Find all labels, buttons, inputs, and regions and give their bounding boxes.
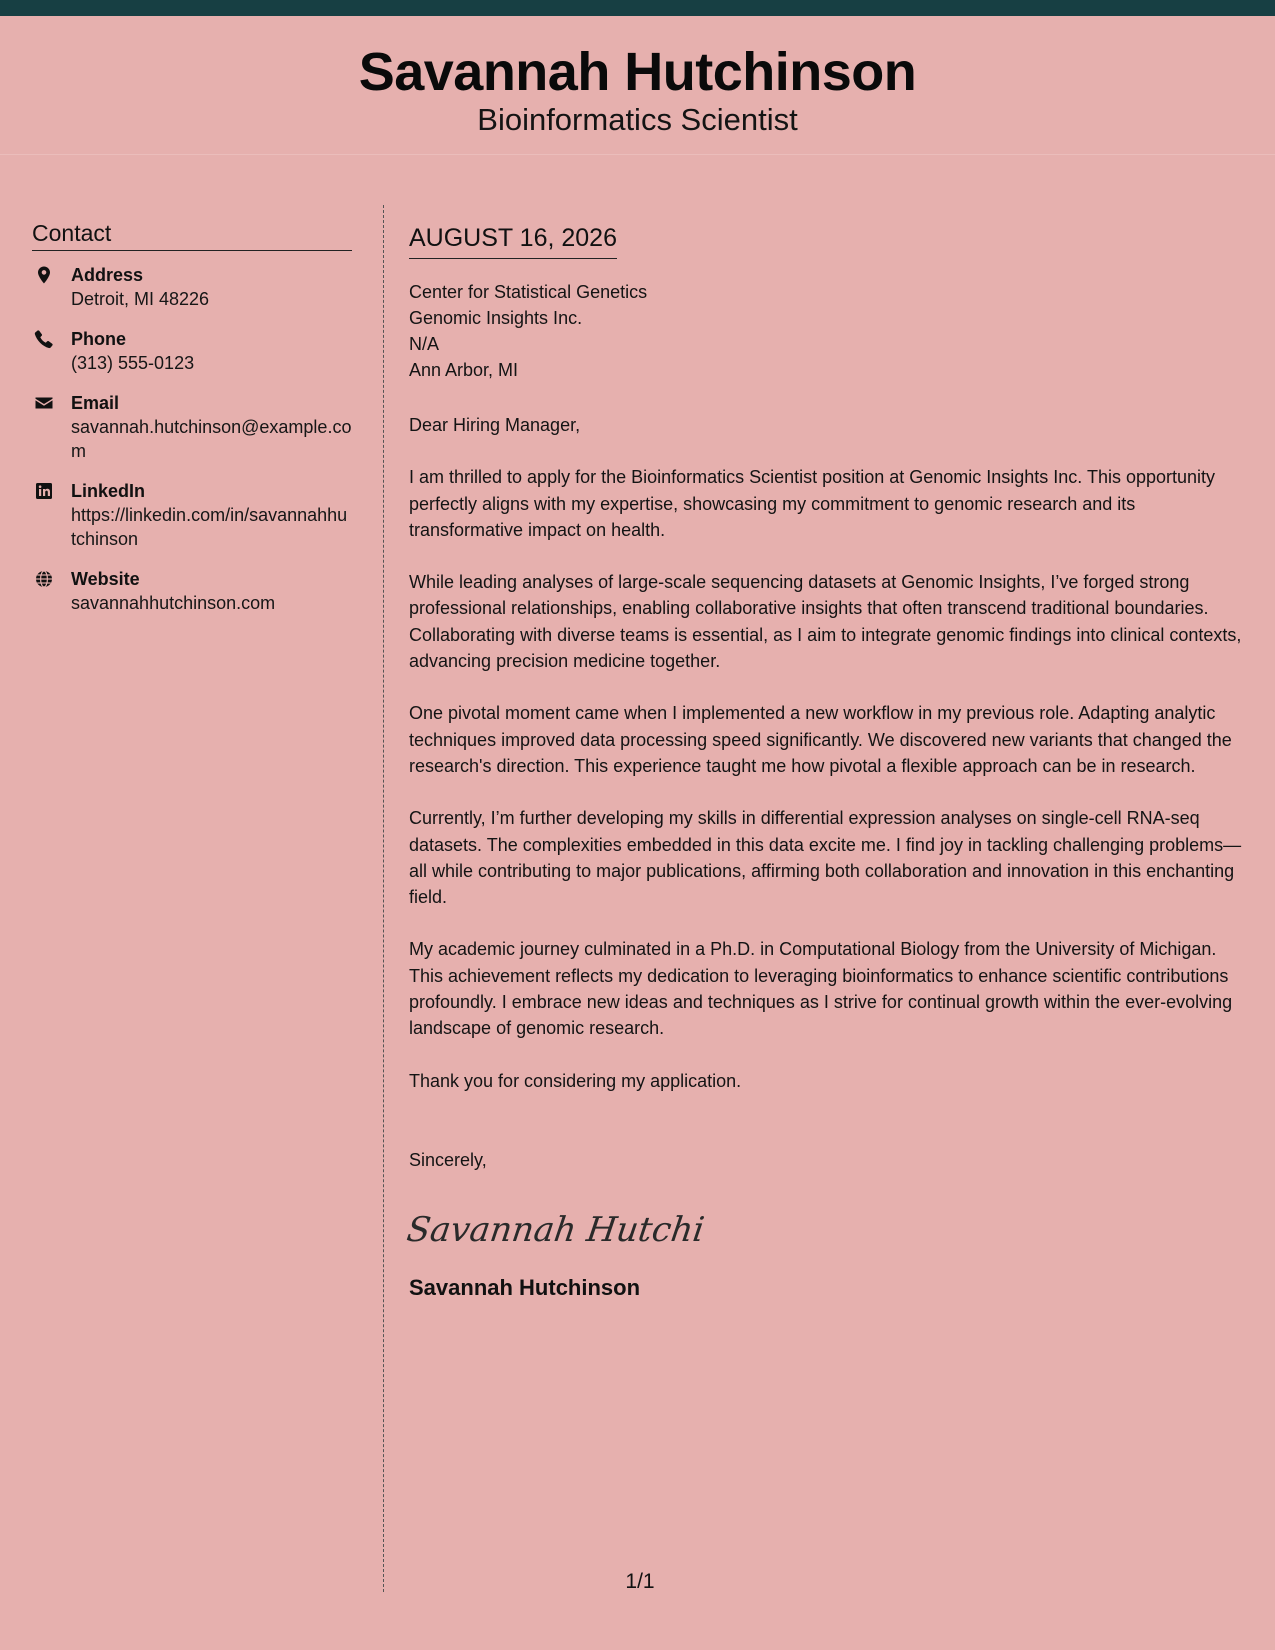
phone-value[interactable]: (313) 555-0123 [71,353,195,373]
map-pin-icon [34,265,54,285]
contact-item-linkedin[interactable] [32,479,352,551]
letter-date: AUGUST 16, 2026 [409,222,617,259]
linkedin-icon [34,481,54,501]
contact-label: Email [71,393,120,413]
contact-sidebar [32,218,352,631]
contact-item-phone[interactable] [32,327,352,375]
contact-item-address [32,263,352,311]
signed-name: Savannah Hutchinson [409,1275,641,1301]
thank-you-line: Thank you for considering my application. [409,1070,742,1091]
contact-item-website[interactable] [32,567,352,615]
salutation: Dear Hiring Manager, [409,415,581,435]
contact-list [32,263,352,615]
page-number: 1/1 [625,1570,655,1593]
recipient-line: Genomic Insights Inc. [409,308,583,328]
handwritten-signature [404,1203,707,1255]
body-paragraph: One pivotal moment came when I implemented a new workflow in my previous role. Adapting analytic techniques improved data processing speed significantly. We discovered new variants that changed the research's direction. This experience taught me how pivotal a flexible approach can be in research. [409,703,1232,776]
linkedin-link[interactable]: https://linkedin.com/in/savannahhutchinson [71,505,348,549]
recipient-block [409,279,1251,383]
body-paragraph: Currently, I’m further developing my skills in differential expression analyses on single-cell RNA-seq datasets. The complexities embedded in this data excite me. I find joy in tackling challenging problems—all while contributing to major publications, affirming both collaboration and innovation in this enchanting field. [409,808,1242,908]
contact-label: LinkedIn [71,481,146,501]
recipient-line: Ann Arbor, MI [409,360,519,380]
contact-item-email[interactable] [32,391,352,463]
body-paragraph: My academic journey culminated in a Ph.D. in Computational Biology from the University of Michigan. This achievement reflects my dedication to leveraging bioinformatics to enhance scientific contributions profoundly. I embrace new ideas and techniques as I strive for continual growth within the ever-evolving landscape of genomic research. [409,939,1233,1039]
body-paragraph: While leading analyses of large-scale sequencing datasets at Genomic Insights, I’ve forged strong professional relationships, enabling collaborative insights that often transcend traditional boundaries. Collaborating with diverse teams is essential, as I aim to integrate genomic findings into clinical contexts, advancing precision medicine together. [409,572,1242,672]
address-value: Detroit, MI 48226 [71,289,210,309]
website-link[interactable]: savannahhutchinson.com [71,593,276,613]
phone-icon [34,329,54,349]
applicant-name: Savannah Hutchinson [358,42,917,102]
contact-label: Website [71,569,140,589]
contact-label: Phone [71,329,127,349]
contact-heading: Contact [32,218,352,251]
envelope-icon [34,393,54,413]
top-accent-bar [0,0,1275,16]
letter-body [404,222,1251,1302]
recipient-line: N/A [409,334,440,354]
signature-text: Savannah Hutchi [404,1210,707,1251]
contact-label: Address [71,265,144,285]
globe-icon [34,569,54,589]
closing: Sincerely, [409,1149,487,1170]
column-divider [383,205,384,1592]
body-paragraph: I am thrilled to apply for the Bioinformatics Scientist position at Genomic Insights Inc. This opportunity perfectly aligns with my expertise, showcasing my commitment to genomic research and its transformative impact on health. [409,467,1216,540]
header [0,16,1275,155]
email-link[interactable]: savannah.hutchinson@example.com [71,417,352,461]
recipient-line: Center for Statistical Genetics [409,282,648,302]
job-title: Bioinformatics Scientist [477,102,798,137]
